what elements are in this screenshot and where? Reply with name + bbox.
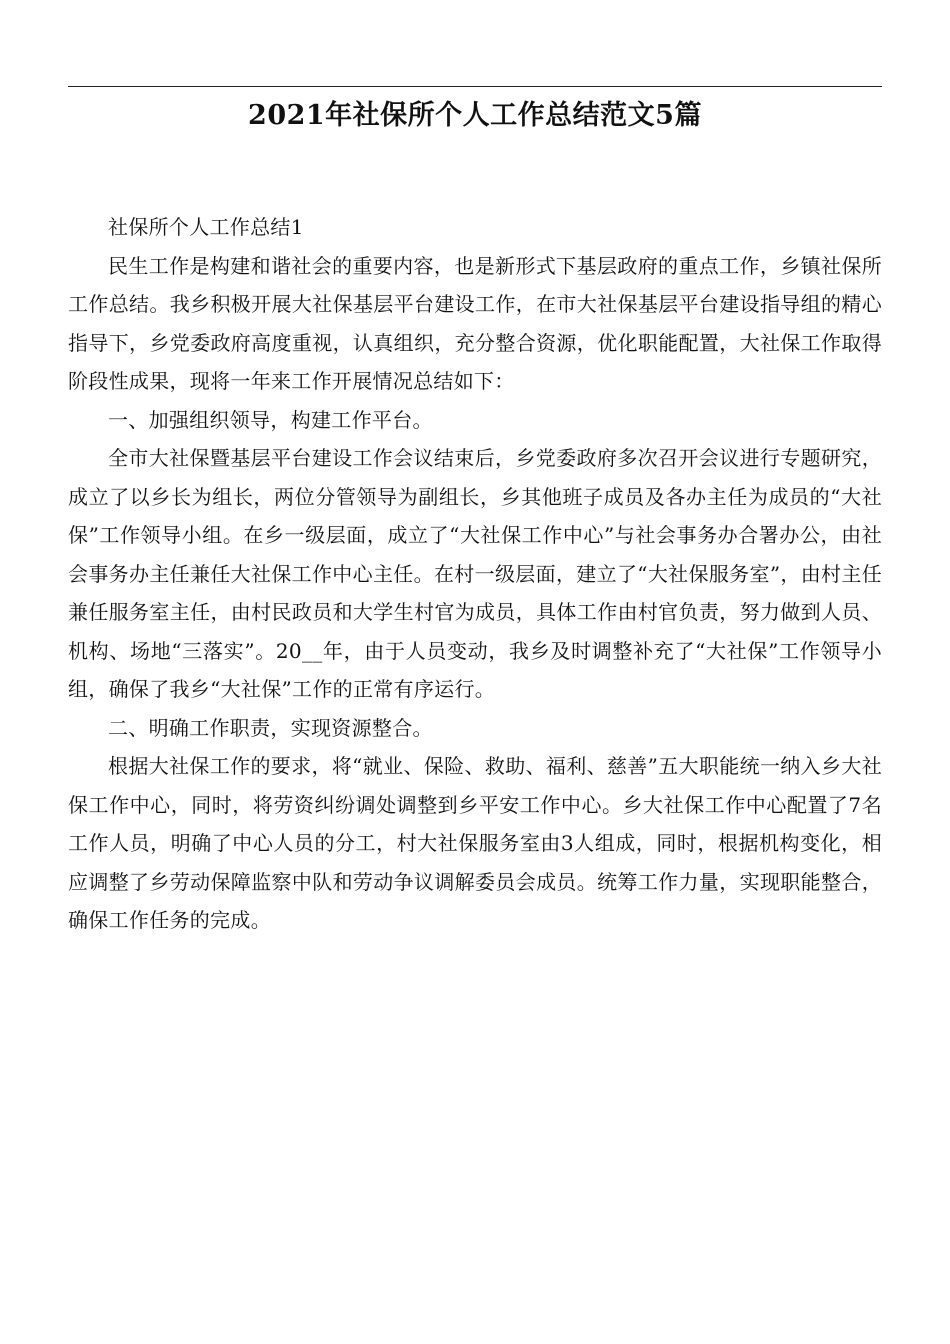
paragraph: 民生工作是构建和谐社会的重要内容，也是新形式下基层政府的重点工作，乡镇社保所工作总结。我乡积极开展大社保基层平台建设工作，在市大社保基层平台建设指导组的精心指导下，乡党委政府高度重视，认真组织，充分整合资源，优化职能配置，大社保工作取得阶段性成果，现将一年来工作开展情况总结如下：	[68, 253, 882, 393]
section-heading: 社保所个人工作总结1	[108, 215, 304, 239]
document-title: 2021年社保所个人工作总结范文5篇	[248, 100, 702, 131]
header-rule	[68, 86, 882, 87]
document-body	[68, 208, 882, 940]
section-heading: 一、加强组织领导，构建工作平台。	[108, 407, 433, 432]
section-heading: 二、明确工作职责，实现资源整合。	[108, 715, 433, 740]
paragraph: 根据大社保工作的要求，将“就业、保险、救助、福利、慈善”五大职能统一纳入乡大社保工作中心，同时，将劳资纠纷调处调整到乡平安工作中心。乡大社保工作中心配置了7名工作人员，明确了中心人员的分工，村大社保服务室由3人组成，同时，根据机构变化，相应调整了乡劳动保障监察中队和劳动争议调解委员会成员。统筹工作力量，实现职能整合，确保工作任务的完成。	[68, 754, 882, 932]
paragraph: 全市大社保暨基层平台建设工作会议结束后，乡党委政府多次召开会议进行专题研究，成立了以乡长为组长，两位分管领导为副组长，乡其他班子成员及各办主任为成员的“大社保”工作领导小组。在乡一级层面，成立了“大社保工作中心”与社会事务办合署办公，由社会事务办主任兼任大社保工作中心主任。在村一级层面，建立了“大社保服务室”，由村主任兼任服务室主任，由村民政员和大学生村官为成员，具体工作由村官负责，努力做到人员、机构、场地“三落实”。20__年，由于人员变动，我乡及时调整补充了“大社保”工作领导小组，确保了我乡“大社保”工作的正常有序运行。	[68, 446, 882, 701]
